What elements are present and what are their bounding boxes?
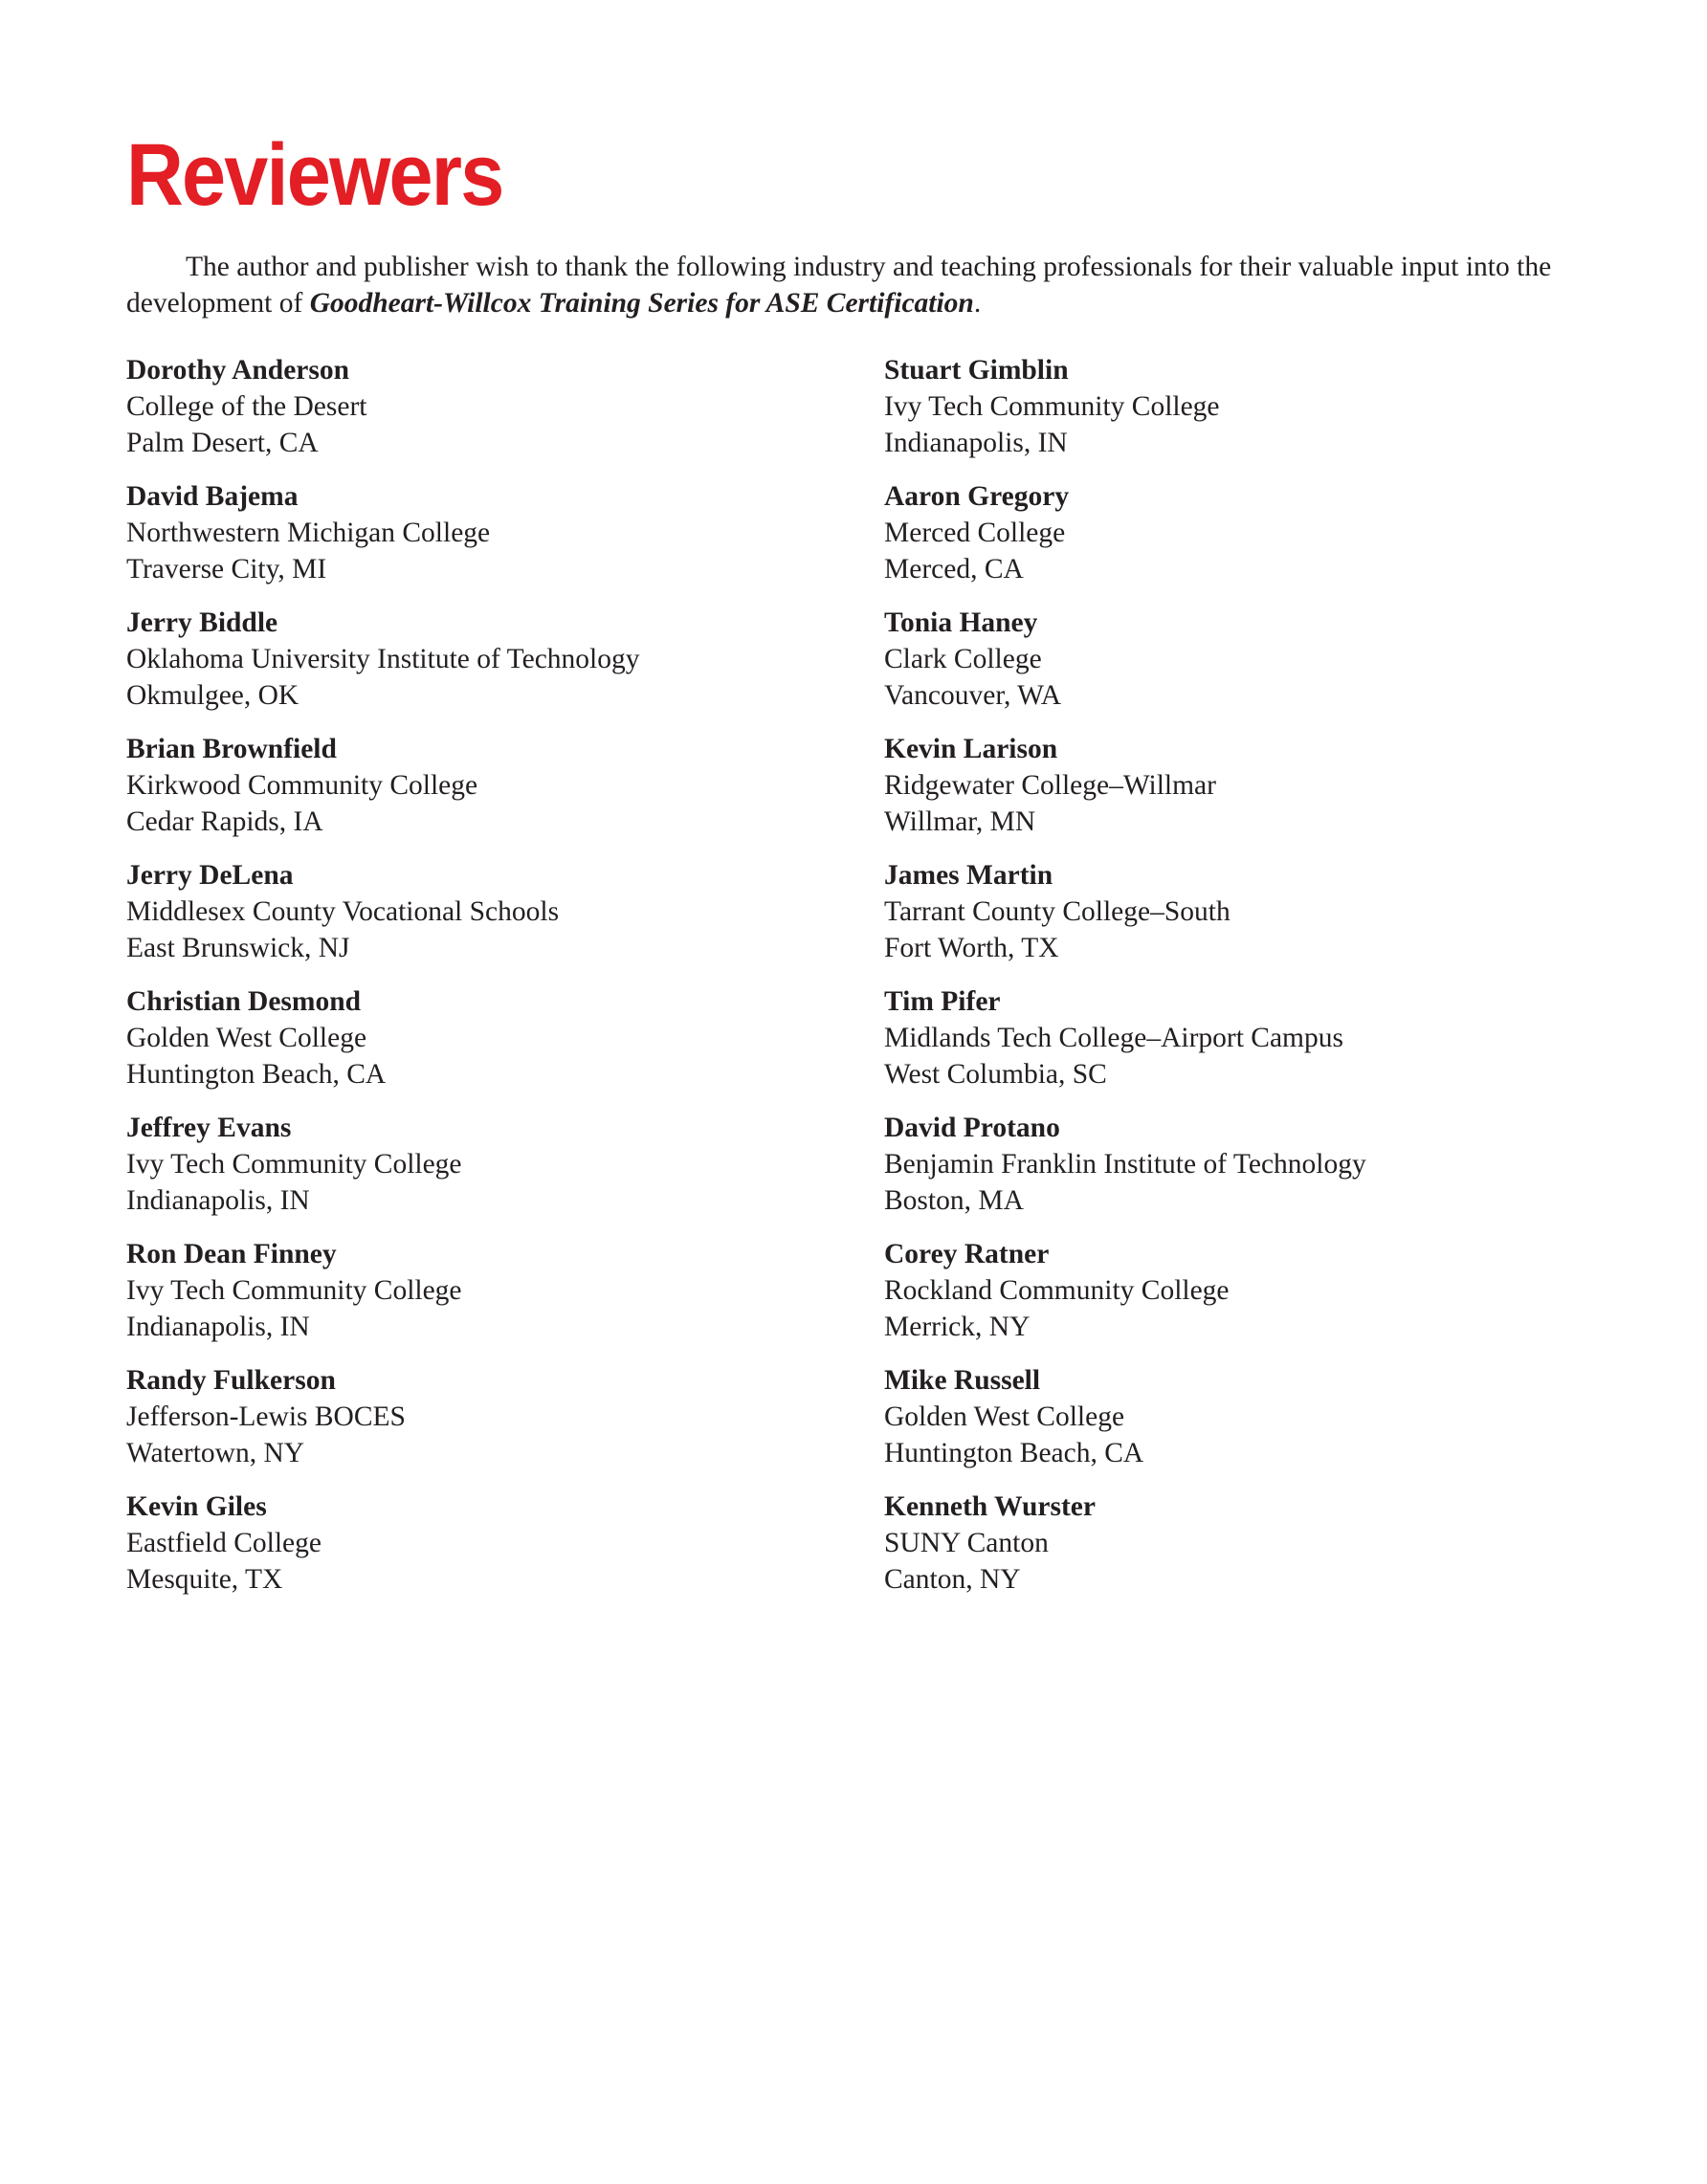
reviewer-institution: Ivy Tech Community College	[126, 1149, 462, 1180]
reviewer-name: James Martin	[884, 860, 1053, 891]
reviewer-location: Indianapolis, IN	[884, 428, 1068, 458]
reviewer-location: Huntington Beach, CA	[884, 1438, 1144, 1468]
reviewer-location: Traverse City, MI	[126, 554, 327, 585]
reviewer-name: Tim Pifer	[884, 986, 1001, 1017]
reviewer-institution: Kirkwood Community College	[126, 770, 478, 801]
reviewer-column-right	[884, 352, 1611, 1615]
book-title: Goodheart-Willcox Training Series for ASE Certification	[309, 288, 974, 319]
reviewer-entry	[884, 731, 1611, 840]
reviewer-name: Corey Ratner	[884, 1239, 1050, 1269]
reviewer-institution: SUNY Canton	[884, 1528, 1049, 1558]
reviewer-institution: Northwestern Michigan College	[126, 518, 491, 548]
reviewer-location: Cedar Rapids, IA	[126, 806, 323, 837]
reviewer-name: David Protano	[884, 1113, 1060, 1143]
reviewer-name: Jerry DeLena	[126, 860, 294, 891]
reviewer-institution: Golden West College	[884, 1401, 1125, 1432]
reviewer-name: Mike Russell	[884, 1365, 1041, 1396]
reviewer-location: Willmar, MN	[884, 806, 1036, 837]
reviewer-location: Palm Desert, CA	[126, 428, 319, 458]
reviewer-entry	[884, 857, 1611, 966]
reviewer-institution: Rockland Community College	[884, 1275, 1230, 1306]
reviewer-institution: Jefferson-Lewis BOCES	[126, 1401, 406, 1432]
reviewer-location: Merrick, NY	[884, 1312, 1031, 1342]
reviewer-name: Tonia Haney	[884, 607, 1038, 638]
reviewer-location: Indianapolis, IN	[126, 1312, 310, 1342]
reviewer-location: Vancouver, WA	[884, 680, 1062, 711]
reviewer-entry	[884, 478, 1611, 587]
reviewer-entry	[884, 352, 1611, 461]
reviewer-location: Boston, MA	[884, 1185, 1024, 1216]
reviewer-entry	[126, 983, 854, 1092]
reviewer-name: Christian Desmond	[126, 986, 362, 1017]
reviewer-name: Randy Fulkerson	[126, 1365, 336, 1396]
reviewer-institution: Ivy Tech Community College	[884, 391, 1220, 422]
intro-text-start: The author and publisher wish to thank the following industry and teaching professionals for their valuable input into the development of	[126, 252, 1552, 319]
reviewer-institution: Benjamin Franklin Institute of Technology	[884, 1149, 1366, 1180]
reviewer-institution: Merced College	[884, 518, 1066, 548]
reviewer-entry	[884, 1236, 1611, 1345]
reviewer-institution: Tarrant County College–South	[884, 896, 1230, 927]
reviewer-name: David Bajema	[126, 481, 299, 512]
reviewer-name: Jerry Biddle	[126, 607, 278, 638]
reviewer-location: Watertown, NY	[126, 1438, 305, 1468]
intro-paragraph	[126, 249, 1590, 321]
reviewer-list	[126, 352, 1590, 1596]
reviewer-column-left	[126, 352, 854, 1615]
reviewer-entry	[126, 1489, 854, 1598]
reviewer-institution: Ridgewater College–Willmar	[884, 770, 1216, 801]
reviewer-entry	[126, 857, 854, 966]
reviewer-location: Canton, NY	[884, 1564, 1021, 1595]
reviewer-name: Kevin Larison	[884, 734, 1058, 764]
reviewer-name: Dorothy Anderson	[126, 355, 350, 386]
reviewer-name: Kenneth Wurster	[884, 1491, 1096, 1522]
reviewer-institution: Midlands Tech College–Airport Campus	[884, 1023, 1343, 1053]
reviewer-entry	[126, 478, 854, 587]
reviewer-entry	[126, 1362, 854, 1471]
page-content	[126, 122, 1590, 1596]
reviewer-institution: Golden West College	[126, 1023, 367, 1053]
reviewer-name: Stuart Gimblin	[884, 355, 1069, 386]
reviewer-location: Fort Worth, TX	[884, 933, 1059, 963]
reviewer-name: Brian Brownfield	[126, 734, 337, 764]
reviewer-entry	[126, 352, 854, 461]
reviewer-location: Mesquite, TX	[126, 1564, 283, 1595]
reviewer-entry	[126, 731, 854, 840]
reviewer-institution: Clark College	[884, 644, 1042, 674]
reviewer-institution: College of the Desert	[126, 391, 367, 422]
reviewer-institution: Middlesex County Vocational Schools	[126, 896, 560, 927]
intro-text-end: .	[973, 288, 982, 319]
reviewer-location: Indianapolis, IN	[126, 1185, 310, 1216]
reviewer-entry	[126, 605, 854, 714]
reviewer-institution: Ivy Tech Community College	[126, 1275, 462, 1306]
reviewer-name: Kevin Giles	[126, 1491, 267, 1522]
reviewer-entry	[884, 1362, 1611, 1471]
reviewer-institution: Eastfield College	[126, 1528, 321, 1558]
reviewer-name: Ron Dean Finney	[126, 1239, 337, 1269]
reviewer-entry	[126, 1110, 854, 1219]
reviewer-location: West Columbia, SC	[884, 1059, 1107, 1090]
reviewer-location: East Brunswick, NJ	[126, 933, 350, 963]
page-title: Reviewers	[126, 126, 503, 224]
reviewer-entry	[884, 605, 1611, 714]
reviewer-location: Merced, CA	[884, 554, 1024, 585]
reviewer-institution: Oklahoma University Institute of Technology	[126, 644, 640, 674]
reviewer-entry	[126, 1236, 854, 1345]
reviewer-entry	[884, 983, 1611, 1092]
reviewer-entry	[884, 1489, 1611, 1598]
reviewer-location: Huntington Beach, CA	[126, 1059, 387, 1090]
reviewer-entry	[884, 1110, 1611, 1219]
reviewer-name: Aaron Gregory	[884, 481, 1070, 512]
reviewer-name: Jeffrey Evans	[126, 1113, 292, 1143]
reviewer-location: Okmulgee, OK	[126, 680, 299, 711]
